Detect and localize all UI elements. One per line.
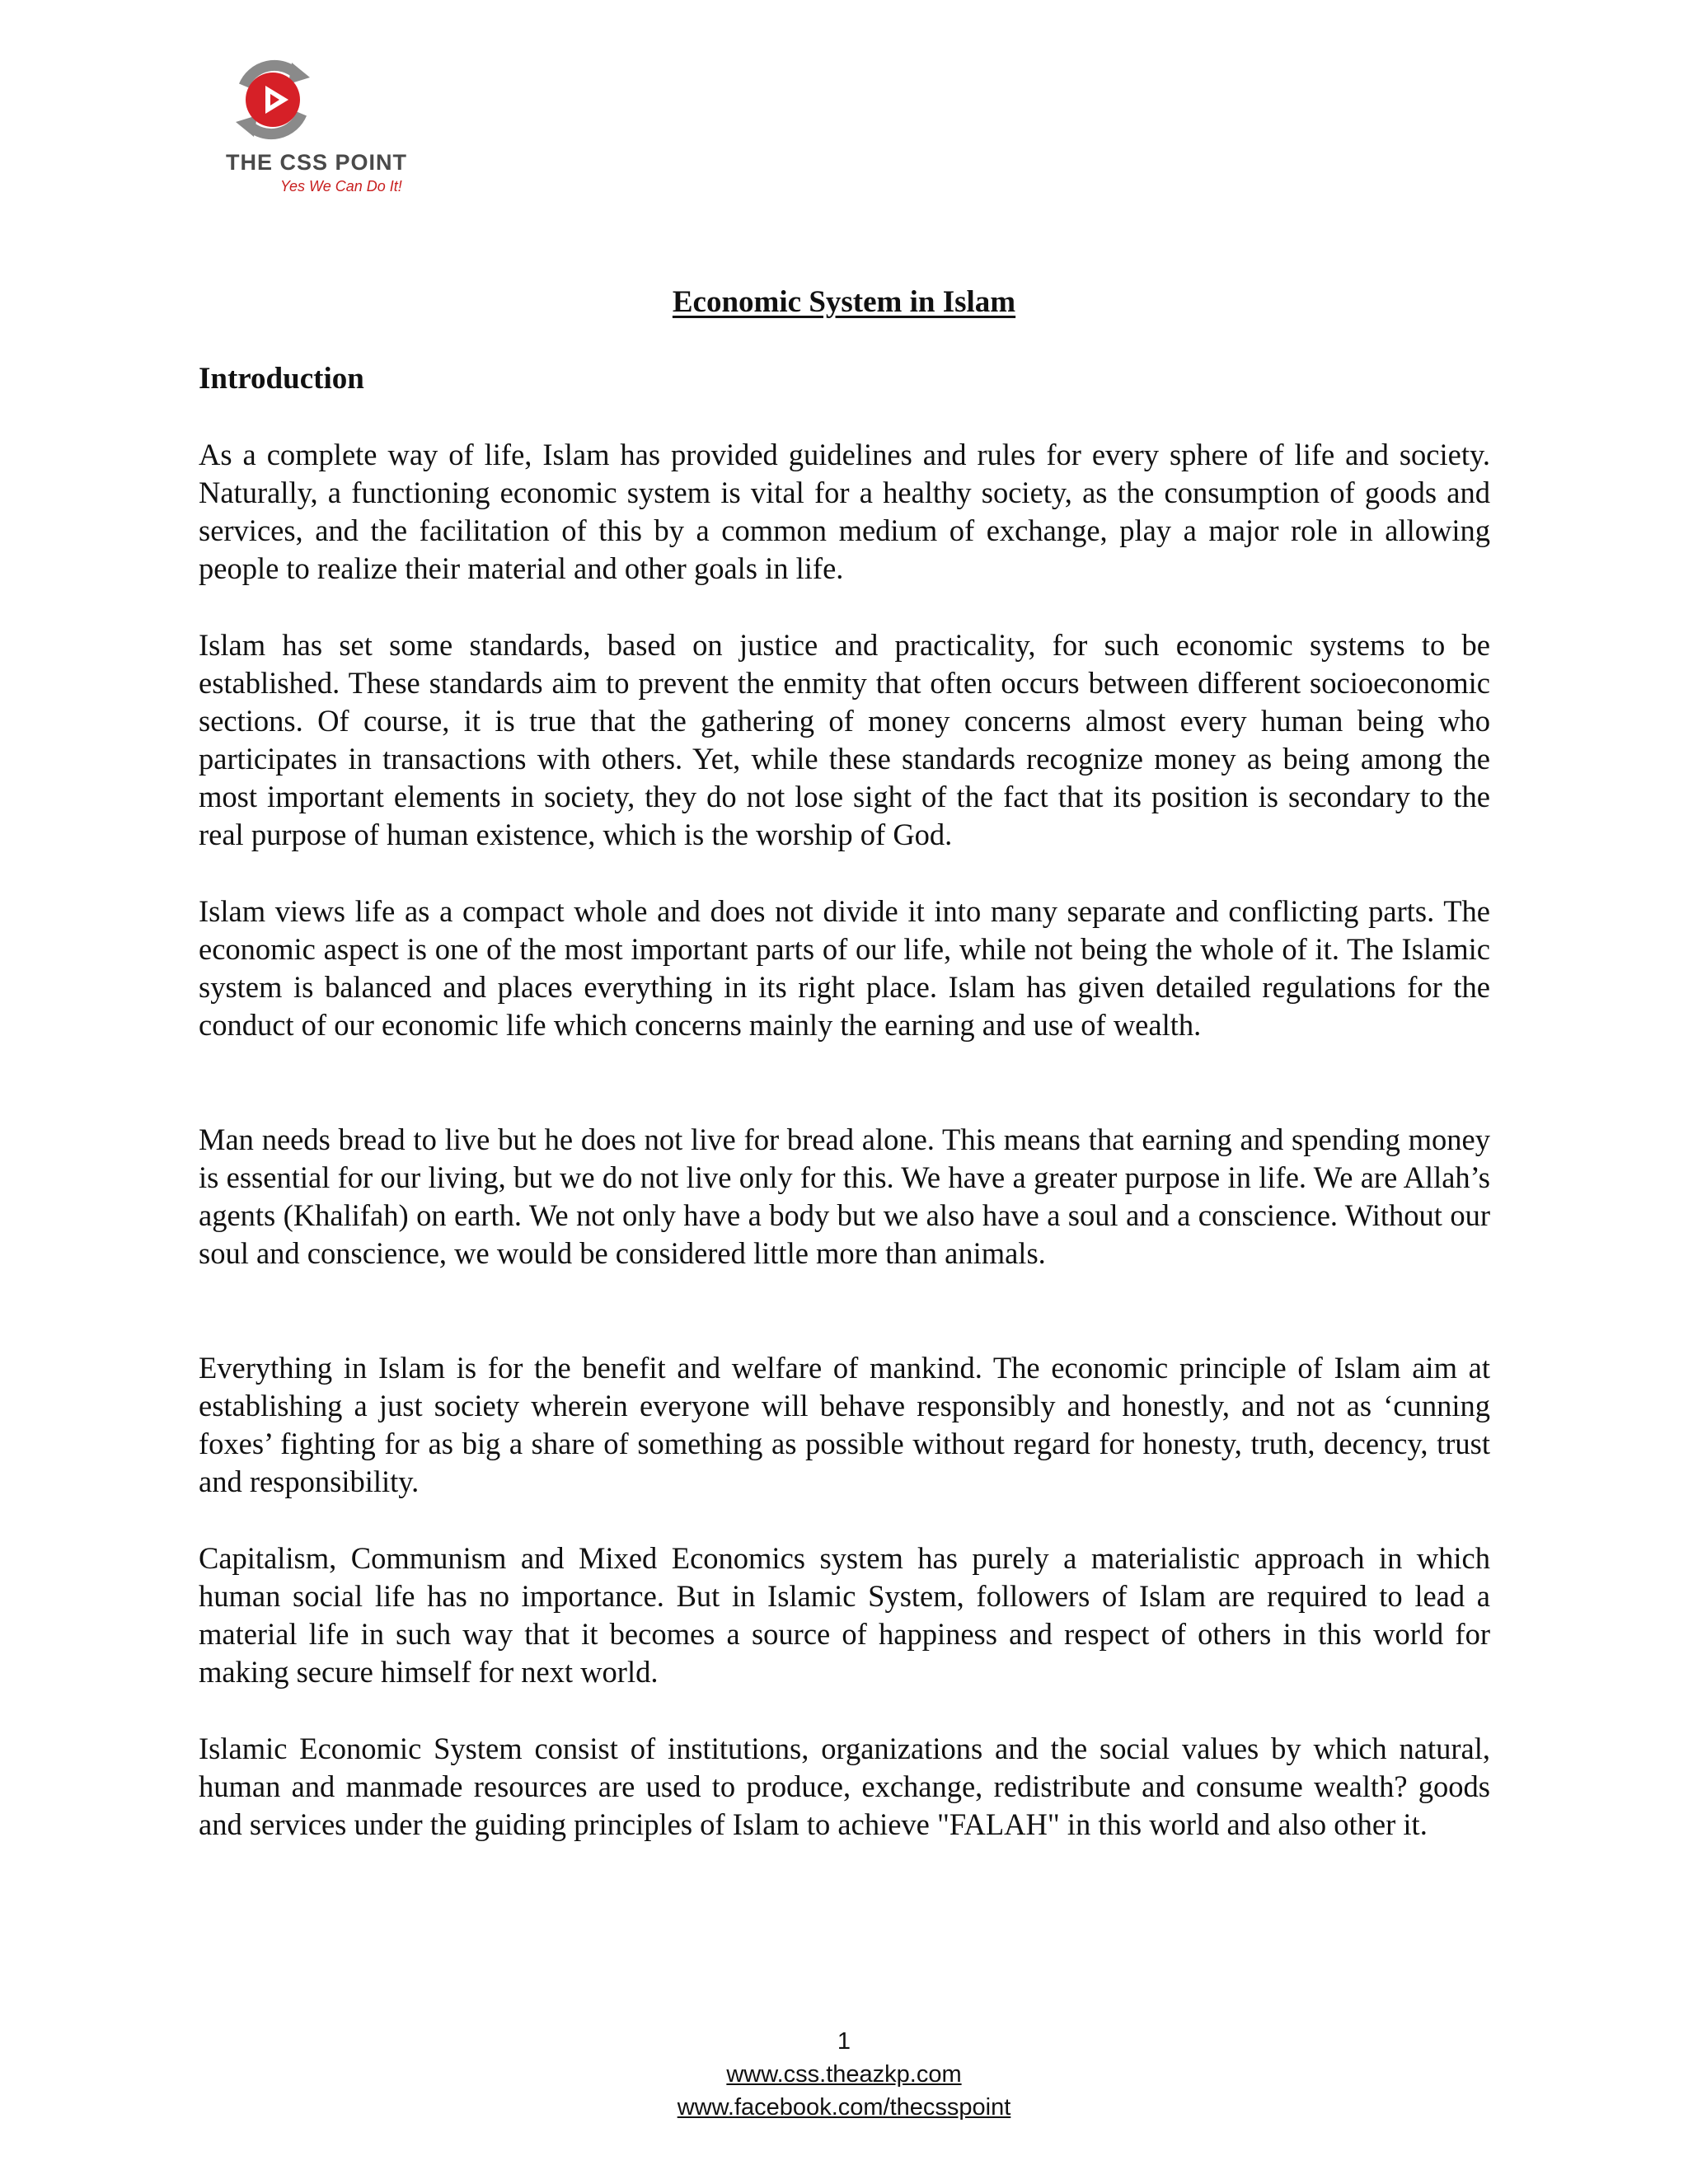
paragraph-2: Islam has set some standards, based on justice and practicality, for such economic systems to be established. These standards aim to prevent the enmity that often occurs between different socioeconomic sections. Of course, it is true that the gathering of money concerns almost every human being who participates in transactions with others. Yet, while these standards recognize money as being among the most important elements in society, they do not lose sight of the fact that its position is secondary to the real purpose of human existence, which is the worship of God. xyxy=(199,628,1490,851)
paragraph-5: Everything in Islam is for the benefit and welfare of mankind. The economic principle of Islam aim at establishing a just society wherein everyone will behave responsibly and honestly, and not as ‘cunning foxes’ fighting for as big a share of something as possible without regard for honesty, truth, decency, trust and responsibility. xyxy=(199,1351,1490,1498)
logo-tagline: Yes We Can Do It! xyxy=(280,178,402,194)
paragraph-4: Man needs bread to live but he does not live for bread alone. This means that earning and spending money is essential for our living, but we do not live only for this. We have a greater purpose in life. We are Allah’s agents (Khalifah) on earth. We not only have a body but we also have a soul and a conscience. Without our soul and conscience, we would be considered little more than animals. xyxy=(199,1122,1490,1270)
logo-name: THE CSS POINT xyxy=(225,150,408,175)
paragraph-3: Islam views life as a compact whole and does not divide it into many separate and conflicting parts. The economic aspect is one of the most important parts of our life, while not being the whole of it. The Islamic system is balanced and places everything in its right place. Islam has given detailed regulations for the conduct of our economic life which concerns mainly the earning and use of wealth. xyxy=(199,894,1490,1042)
paragraph-1: As a complete way of life, Islam has provided guidelines and rules for every sphere of life and society. Naturally, a functioning economic system is vital for a healthy society, as the consumption of goods and services, and the facilitation of this by a common medium of exchange, play a major role in allowing people to realize their material and other goals in life. xyxy=(199,438,1490,585)
paragraph-6: Capitalism, Communism and Mixed Economics system has purely a materialistic approach in which human social life has no importance. But in Islamic System, followers of Islam are required to lead a material life in such way that it becomes a source of happiness and respect of others in this world for making secure himself for next world. xyxy=(199,1541,1490,1689)
css-point-logo xyxy=(209,54,424,203)
section-heading: Introduction xyxy=(199,362,364,396)
footer-link-facebook-text[interactable]: www.facebook.com/thecsspoint xyxy=(677,2094,1011,2121)
page-number: 1 xyxy=(837,2028,851,2055)
footer-link-facebook[interactable] xyxy=(0,2091,1688,2124)
paragraph-7: Islamic Economic System consist of institutions, organizations and the social values by which natural, human and manmade resources are used to produce, exchange, redistribute and consume wealth? goods and services under the guiding principles of Islam to achieve "FALAH" in this world and also other it. xyxy=(199,1732,1490,1841)
footer-link-website[interactable] xyxy=(0,2058,1688,2091)
document-title: Economic System in Islam xyxy=(672,285,1016,319)
footer-link-website-text[interactable]: www.css.theazkp.com xyxy=(726,2061,962,2088)
logo-emblem-icon xyxy=(227,54,318,145)
